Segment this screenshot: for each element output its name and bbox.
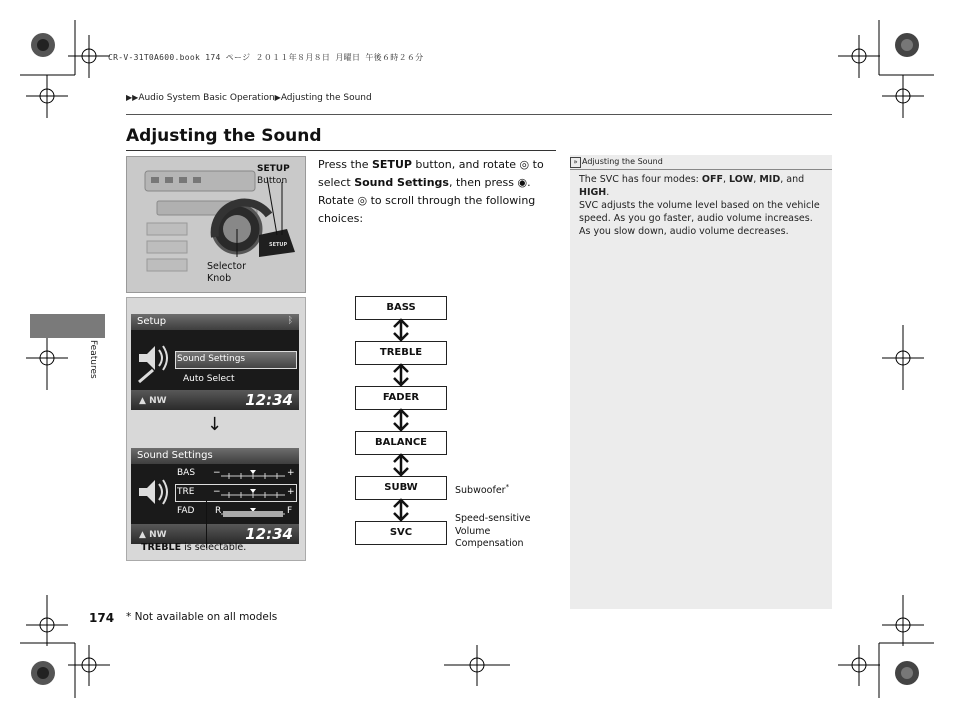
choice-bass: BASS [355, 296, 447, 320]
choice-treble: TREBLE [355, 341, 447, 365]
setup-screen [131, 314, 299, 410]
caption-bold: TREBLE [141, 542, 182, 553]
compass-direction: ▲ NW [139, 396, 167, 406]
sidebar-text: , [753, 174, 760, 185]
intro-text: to select [318, 158, 544, 189]
fader-rear: R [215, 506, 222, 516]
intro-text: Press the [318, 158, 372, 171]
row-treble-label[interactable]: TRE [177, 487, 195, 497]
sidebar-note [570, 155, 832, 609]
bass-minus: − [213, 468, 221, 478]
level-sliders [221, 470, 285, 520]
compass-text: NW [149, 530, 167, 540]
knob-press-icon: ◉ [517, 176, 528, 189]
subwoofer-text: Subwoofer [455, 485, 506, 497]
print-meta: CR-V-31T0A600.book 174 ページ ２０１１年８月８日 月曜日 午後６時２６分 [108, 53, 424, 62]
sound-settings-screen [131, 448, 299, 544]
intro-text: . Rotate [318, 176, 531, 207]
setup-label-line2: Button [257, 176, 288, 186]
bass-plus: + [287, 468, 295, 478]
compass-text: NW [149, 396, 167, 406]
compass-direction: ▲ NW [139, 530, 167, 540]
intro-text: button, and rotate [411, 158, 520, 171]
side-tab-marker [30, 314, 105, 338]
mode-off: OFF [701, 174, 723, 185]
bluetooth-icon: ᛒ [287, 316, 293, 326]
audio-settings-icon [135, 474, 171, 518]
selector-knob-label [207, 261, 246, 285]
setup-button-text: SETUP [269, 242, 288, 248]
knob-rotate-icon: ◎ [519, 158, 530, 171]
treble-plus: + [287, 487, 295, 497]
breadcrumb-arrow-icon: ▶▶ [126, 93, 139, 102]
setup-label [257, 163, 290, 187]
sidebar-para-2: SVC adjusts the volume level based on the vehicle speed. As you go faster, audio volume increases. As you slow down, audio volume decreases. [579, 200, 820, 237]
mode-mid: MID [759, 174, 781, 185]
row-fader-label: FAD [177, 506, 195, 516]
menu-item-auto-select[interactable]: Auto Select [183, 374, 235, 384]
scroll-arrows [388, 318, 414, 523]
fader-front: F [287, 506, 293, 516]
caption-leader-line [206, 500, 207, 548]
knob-rotate-icon: ◎ [357, 194, 368, 207]
svc-note [455, 513, 530, 551]
svc-note-line3: Compensation [455, 538, 524, 549]
double-arrow-icon [394, 500, 408, 520]
choice-svc: SVC [355, 521, 447, 545]
sidebar-text: , and [780, 174, 805, 185]
intro-text: to scroll through the following choices: [318, 194, 536, 225]
page-number: 174 [89, 611, 115, 625]
breadcrumb-item[interactable]: Adjusting the Sound [280, 93, 372, 103]
sidebar-heading-text: Adjusting the Sound [582, 157, 663, 166]
intro-bold-sound-settings: Sound Settings [354, 176, 449, 189]
choice-fader: FADER [355, 386, 447, 410]
footnote: * Not available on all models [126, 611, 278, 623]
mode-high: HIGH [579, 187, 607, 198]
row-bass-label: BAS [177, 468, 196, 478]
choice-subw: SUBW [355, 476, 447, 500]
svc-note-line1: Speed-sensitive [455, 513, 531, 524]
audio-settings-icon [135, 340, 171, 384]
header-rule [126, 114, 832, 115]
breadcrumb-item[interactable]: Audio System Basic Operation [138, 93, 275, 103]
sidebar-mark-icon: » [570, 157, 581, 168]
treble-minus: − [213, 487, 221, 497]
subwoofer-note [455, 481, 509, 498]
svc-note-line2: Volume [455, 525, 491, 537]
intro-paragraph [318, 156, 558, 228]
down-arrow-icon: ↓ [207, 414, 223, 435]
mode-low: LOW [729, 174, 754, 185]
double-arrow-icon [394, 365, 408, 385]
caption-rest: is selectable. [181, 542, 247, 553]
screen-title: Setup [137, 316, 167, 327]
clock: 12:34 [245, 525, 293, 543]
screen-caption [141, 542, 246, 555]
knob-label-line2: Knob [207, 273, 232, 284]
double-arrow-icon [394, 320, 408, 340]
intro-bold-setup: SETUP [372, 158, 412, 171]
sidebar-body [579, 173, 824, 238]
breadcrumb [126, 93, 372, 103]
intro-text: , then press [448, 176, 518, 189]
title-rule [126, 150, 556, 151]
side-tab-label: Features [88, 340, 98, 379]
setup-label-line1: SETUP [257, 164, 290, 174]
clock: 12:34 [245, 391, 293, 409]
page-title: Adjusting the Sound [126, 126, 322, 146]
sidebar-text: . [606, 187, 610, 198]
menu-item-sound-settings[interactable]: Sound Settings [177, 354, 246, 364]
sidebar-para-1 [579, 173, 824, 199]
sidebar-text: The SVC has four modes: [579, 174, 702, 185]
sidebar-heading [570, 155, 832, 170]
subwoofer-footnote-mark: * [505, 483, 510, 491]
double-arrow-icon [394, 410, 408, 430]
screen-illustrations [126, 297, 306, 561]
sidebar-text: , [722, 174, 730, 185]
breadcrumb-arrow-icon: ▶ [274, 93, 281, 102]
knob-label-line1: Selector [207, 261, 247, 272]
audio-panel-illustration [126, 156, 306, 293]
screen-title: Sound Settings [137, 450, 213, 461]
choice-balance: BALANCE [355, 431, 447, 455]
double-arrow-icon [394, 455, 408, 475]
